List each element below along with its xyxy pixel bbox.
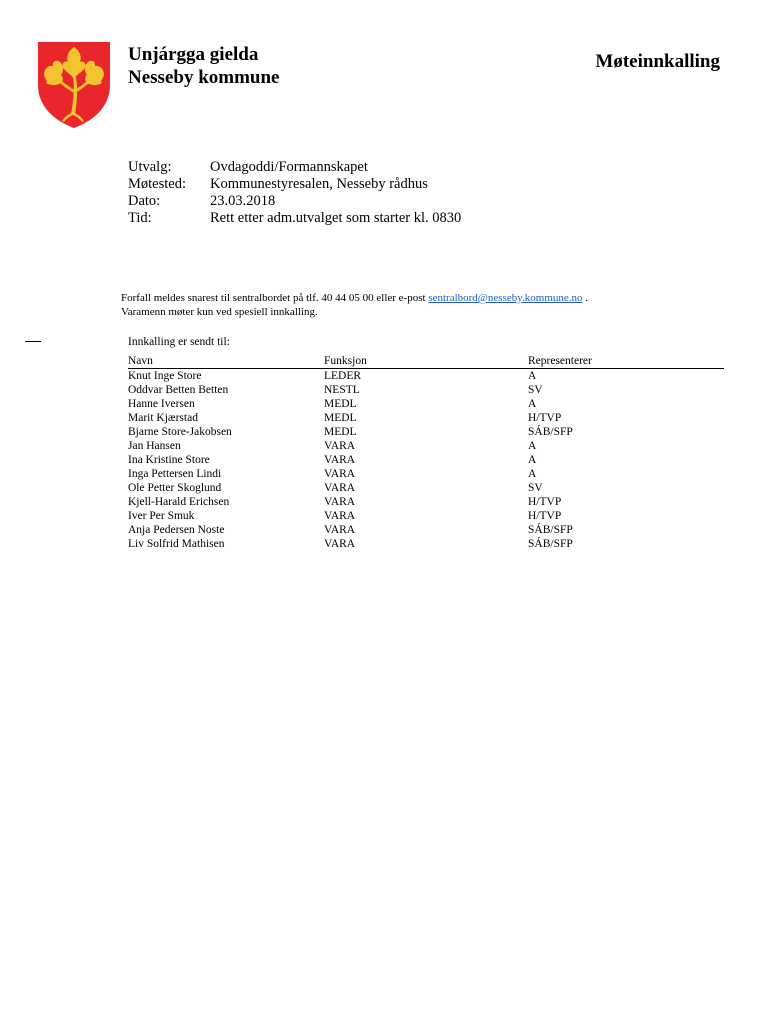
member-function: LEDER (324, 370, 362, 382)
member-name: Jan Hansen (128, 440, 181, 452)
member-represents: A (528, 468, 537, 480)
margin-mark (25, 341, 41, 342)
member-represents: H/TVP (528, 510, 562, 522)
member-represents: SV (528, 384, 543, 396)
member-name: Bjarne Store-Jakobsen (128, 426, 232, 438)
member-represents: A (528, 398, 537, 410)
member-represents: SV (528, 482, 543, 494)
meeting-detail-row (128, 210, 461, 227)
org-name-line1: Unjárgga gielda (128, 44, 259, 65)
table-row (128, 369, 724, 383)
member-function: VARA (324, 510, 356, 522)
meeting-detail-value: Kommunestyresalen, Nesseby rådhus (210, 176, 428, 192)
member-function: MEDL (324, 412, 357, 424)
member-represents: SÁB/SFP (528, 426, 573, 438)
table-row (128, 411, 724, 425)
table-row (128, 509, 724, 523)
notice-line2: Varamenn møter kun ved spesiell innkalling. (121, 306, 318, 318)
meeting-detail-row (128, 193, 461, 210)
member-function: VARA (324, 524, 356, 536)
member-represents: H/TVP (528, 496, 562, 508)
municipal-coat-of-arms-icon (37, 41, 111, 129)
member-function: VARA (324, 440, 356, 452)
member-name: Oddvar Betten Betten (128, 384, 229, 396)
member-function: VARA (324, 538, 356, 550)
table-row (128, 383, 724, 397)
header-represents: Representerer (528, 355, 592, 367)
meeting-detail-value: Rett etter adm.utvalget som starter kl. 0830 (210, 210, 462, 226)
member-function: VARA (324, 454, 356, 466)
table-row (128, 523, 724, 537)
org-name-line2: Nesseby kommune (128, 67, 280, 88)
meeting-details (128, 159, 461, 227)
absence-notice (121, 291, 588, 319)
member-represents: SÁB/SFP (528, 538, 573, 550)
member-name: Anja Pedersen Noste (128, 524, 225, 536)
sent-to-label: Innkalling er sendt til: (128, 336, 230, 348)
meeting-detail-label: Dato: (128, 193, 161, 209)
notice-suffix: . (582, 292, 589, 304)
member-name: Liv Solfrid Mathisen (128, 538, 225, 550)
member-represents: A (528, 440, 537, 452)
table-row (128, 537, 724, 551)
organization-name (128, 43, 279, 89)
member-function: VARA (324, 468, 356, 480)
table-row (128, 453, 724, 467)
table-row (128, 425, 724, 439)
members-table-body (128, 369, 724, 551)
member-represents: H/TVP (528, 412, 562, 424)
table-row (128, 397, 724, 411)
member-name: Hanne Iversen (128, 398, 195, 410)
table-row (128, 495, 724, 509)
meeting-detail-value: 23.03.2018 (210, 193, 276, 209)
member-function: MEDL (324, 398, 357, 410)
member-name: Iver Per Smuk (128, 510, 195, 522)
table-row (128, 481, 724, 495)
member-name: Inga Pettersen Lindi (128, 468, 222, 480)
meeting-detail-label: Utvalg: (128, 159, 172, 175)
member-name: Kjell-Harald Erichsen (128, 496, 230, 508)
header-name: Navn (128, 355, 153, 367)
member-name: Ina Kristine Store (128, 454, 210, 466)
notice-line1 (121, 291, 588, 305)
member-name: Knut Inge Store (128, 370, 202, 382)
member-function: NESTL (324, 384, 360, 396)
member-represents: A (528, 454, 537, 466)
member-function: VARA (324, 496, 356, 508)
member-represents: A (528, 370, 537, 382)
table-row (128, 439, 724, 453)
document-title: Møteinnkalling (595, 51, 720, 72)
table-row (128, 467, 724, 481)
member-name: Marit Kjærstad (128, 412, 198, 424)
meeting-detail-row (128, 176, 461, 193)
member-function: MEDL (324, 426, 357, 438)
meeting-detail-label: Tid: (128, 210, 152, 226)
email-link[interactable]: sentralbord@nesseby.kommune.no (428, 292, 583, 304)
meeting-detail-label: Møtested: (128, 176, 186, 192)
members-table (128, 354, 724, 551)
members-table-header (128, 354, 724, 369)
header-function: Funksjon (324, 355, 367, 367)
member-name: Ole Petter Skoglund (128, 482, 222, 494)
member-function: VARA (324, 482, 356, 494)
notice-prefix: Forfall meldes snarest til sentralbordet på tlf. 40 44 05 00 eller e-post (121, 292, 429, 304)
member-represents: SÁB/SFP (528, 524, 573, 536)
meeting-detail-row (128, 159, 461, 176)
meeting-detail-value: Ovdagoddi/Formannskapet (210, 159, 368, 175)
